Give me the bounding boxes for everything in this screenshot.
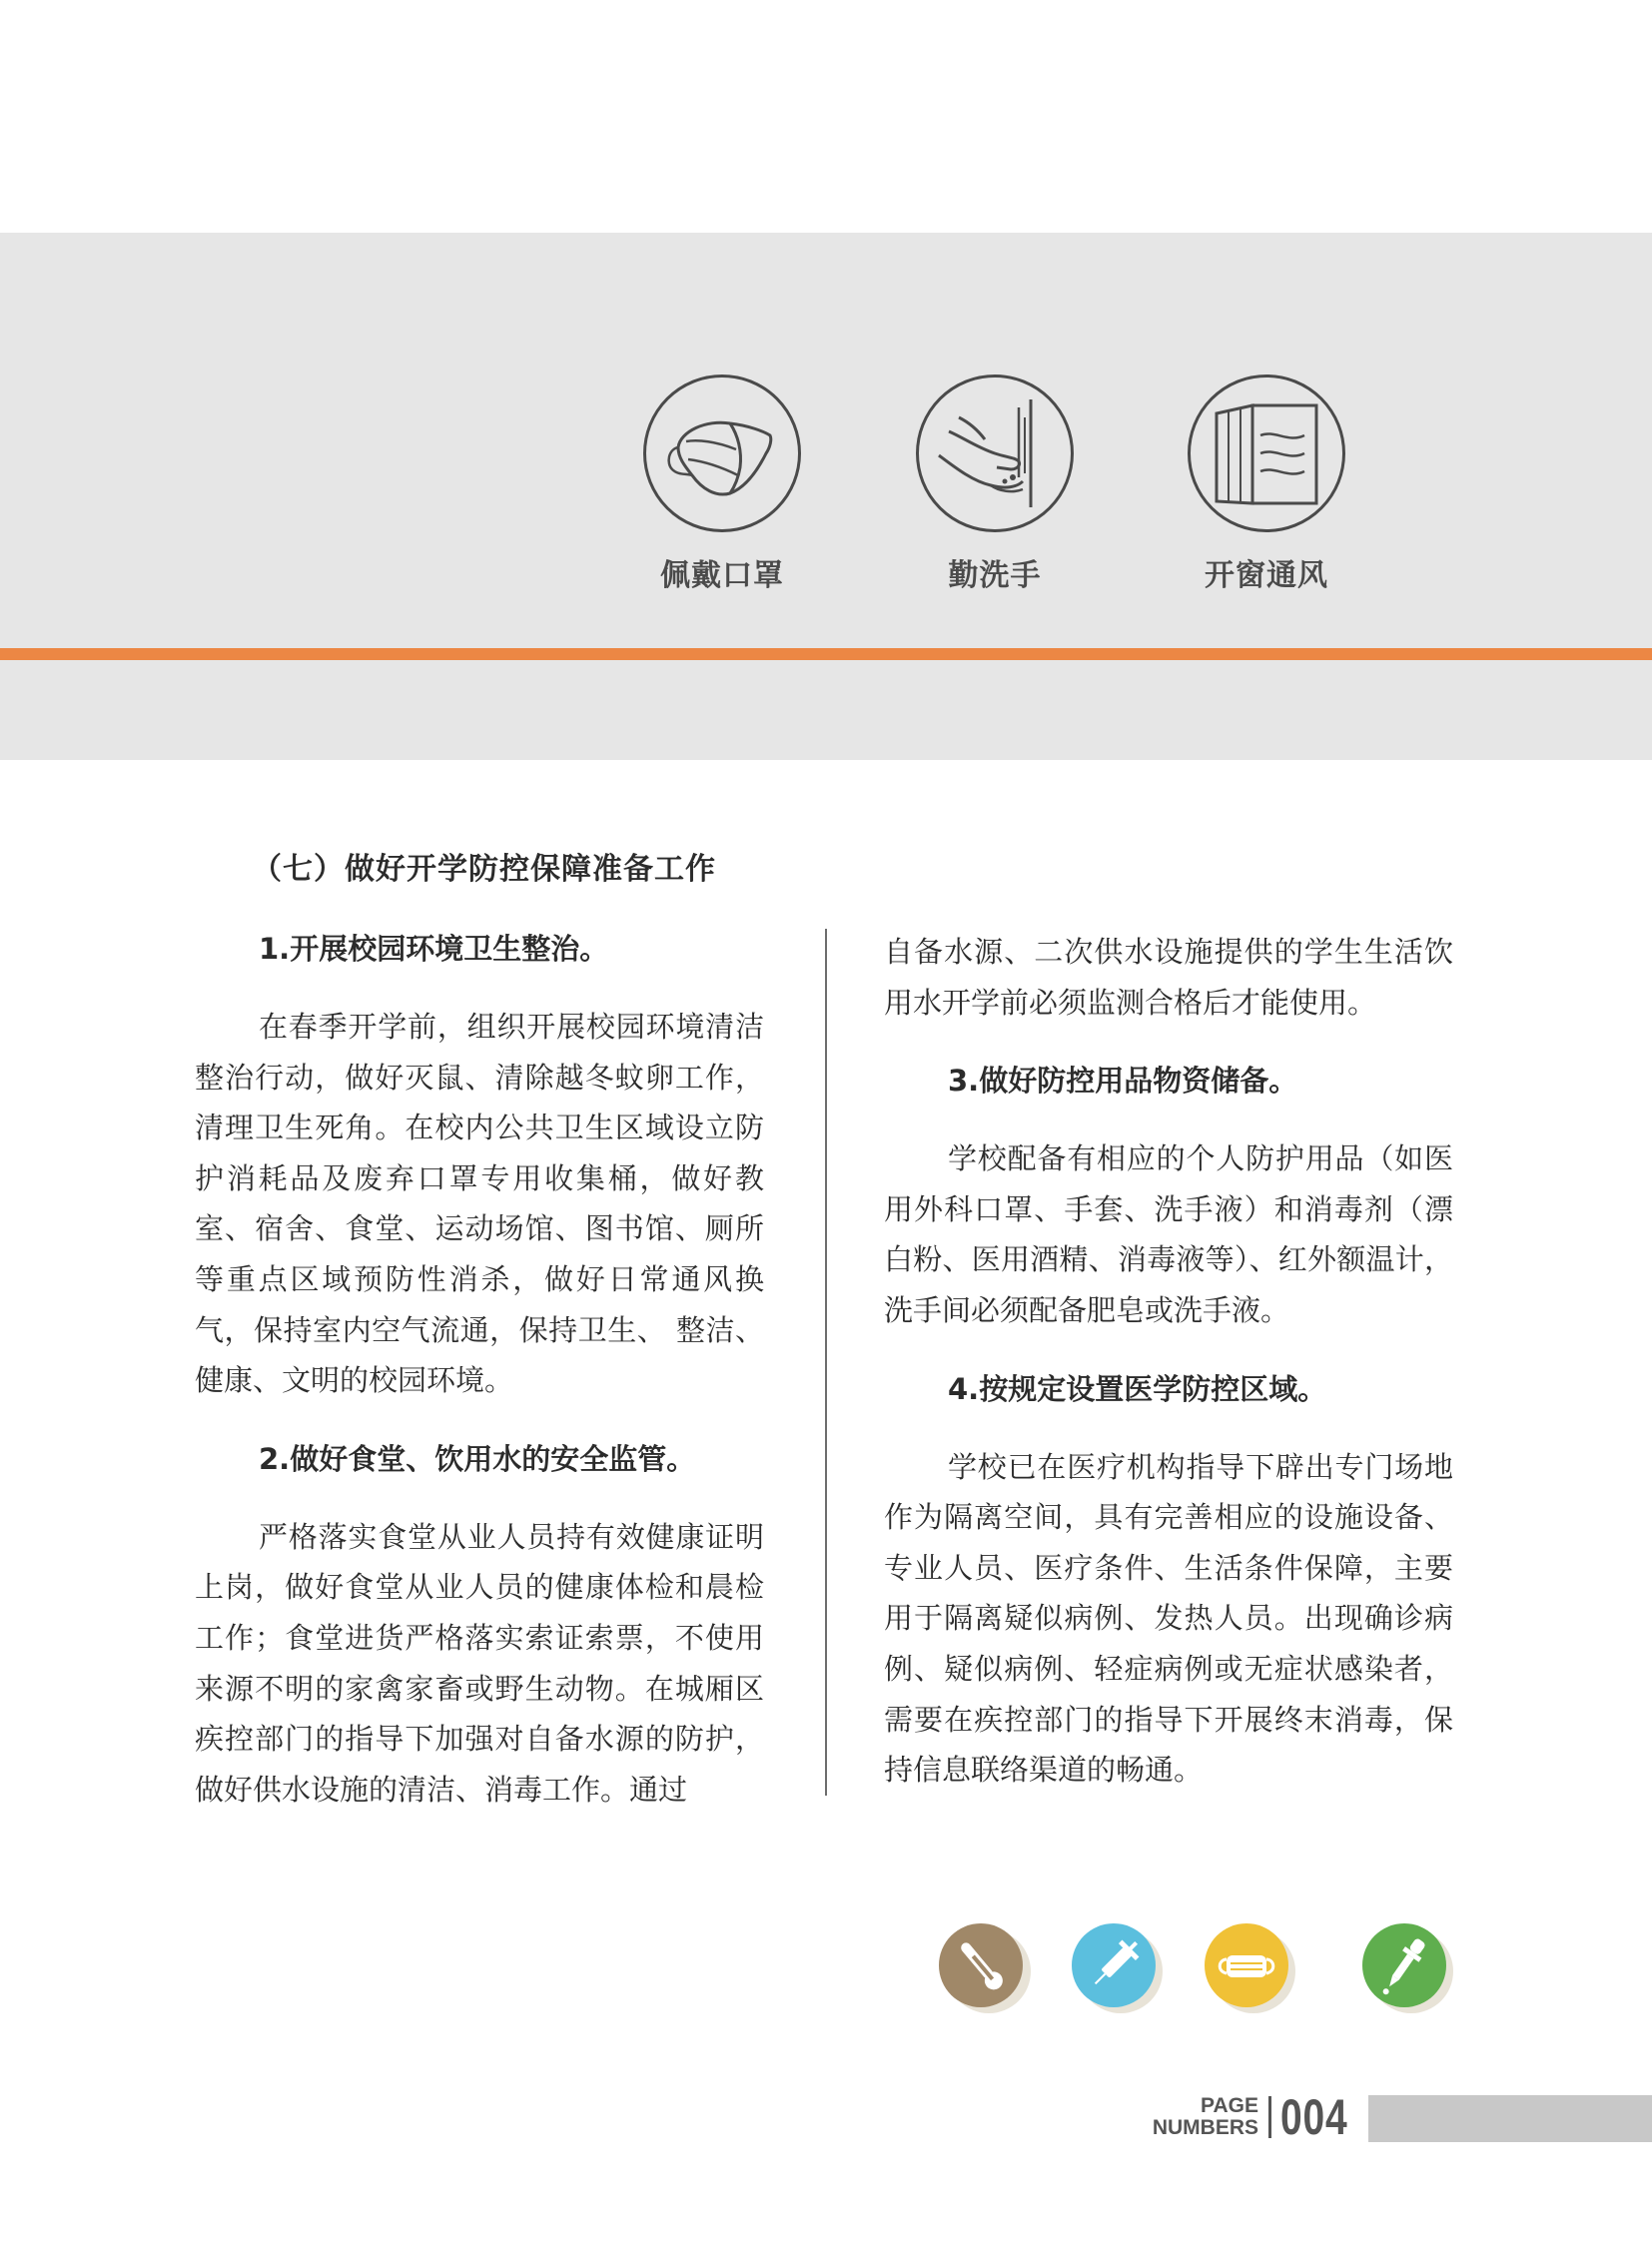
page-number-bar	[1368, 2095, 1652, 2142]
dropper-icon	[1362, 1923, 1446, 2007]
page-numbers-label	[1149, 2095, 1258, 2139]
section-heading: （七）做好开学防控保障准备工作	[252, 852, 716, 887]
open-window-icon	[1188, 374, 1345, 532]
left-column	[195, 924, 764, 1843]
page-number-separator	[1268, 2096, 1271, 2138]
sub-heading-3: 3.做好防控用品物资储备。	[948, 1064, 1298, 1099]
icon-item-window	[1137, 374, 1396, 594]
paragraph-2-continued: 自备水源、二次供水设施提供的学生生活饮用水开学前必须监测合格后才能使用。	[884, 935, 1453, 1020]
page-footer	[0, 2090, 1652, 2144]
page-label-line2: NUMBERS	[1152, 2116, 1258, 2139]
icon-item-handwash	[865, 374, 1125, 594]
sub-heading-1: 1.开展校园环境卫生整治。	[259, 932, 609, 966]
orange-divider	[0, 648, 1652, 660]
paragraph-1: 在春季开学前，组织开展校园环境清洁整治行动，做好灭鼠、清除越冬蚊卵工作，清理卫生死角。在校内公共卫生区域设立防护消耗品及废弃口罩专用收集桶，做好教室、宿舍、食堂、运动场馆、图书馆、厕所等重点区域预防性消杀，做好日常通风换气，保持室内空气流通，保持卫生、 整洁、健康、文明的校园环境。	[195, 1010, 764, 1398]
icon-label: 勤洗手	[948, 558, 1042, 593]
sub-heading-2: 2.做好食堂、饮用水的安全监管。	[259, 1441, 696, 1476]
thermometer-icon	[939, 1923, 1023, 2007]
page-number: 004	[1280, 2089, 1348, 2145]
icon-item-mask	[592, 374, 852, 594]
paragraph-2: 严格落实食堂从业人员持有效健康证明上岗，做好食堂从业人员的健康体检和晨检工作；食堂进货严格落实索证索票，不使用来源不明的家禽家畜或野生动物。在城厢区疾控部门的指导下加强对自备水源的防护， 做好供水设施的清洁、消毒工作。通过	[195, 1519, 764, 1807]
bottom-icon-row	[939, 1923, 1458, 2013]
icon-label: 开窗通风	[1205, 558, 1328, 593]
page-label-line1: PAGE	[1201, 2094, 1258, 2117]
mask-icon	[1205, 1923, 1288, 2007]
syringe-icon	[1072, 1923, 1156, 2007]
column-divider	[825, 929, 827, 1796]
face-mask-icon	[643, 374, 801, 532]
hand-washing-icon	[916, 374, 1074, 532]
paragraph-4: 学校已在医疗机构指导下辟出专门场地作为隔离空间，具有完善相应的设施设备、专业人员、医疗条件、生活条件保障，主要用于隔离疑似病例、发热人员。出现确诊病例、疑似病例、轻症病例或无症状感染者，需要在疾控部门的指导下开展终末消毒，保持信息联络渠道的畅通。	[884, 1449, 1453, 1788]
paragraph-3: 学校配备有相应的个人防护用品（如医用外科口罩、手套、洗手液）和消毒剂（漂白粉、医用酒精、消毒液等）、红外额温计，洗手间必须配备肥皂或洗手液。	[884, 1141, 1453, 1327]
icon-label: 佩戴口罩	[660, 558, 784, 593]
right-column	[884, 927, 1453, 1824]
sub-heading-4: 4.按规定设置医学防控区域。	[948, 1371, 1327, 1406]
